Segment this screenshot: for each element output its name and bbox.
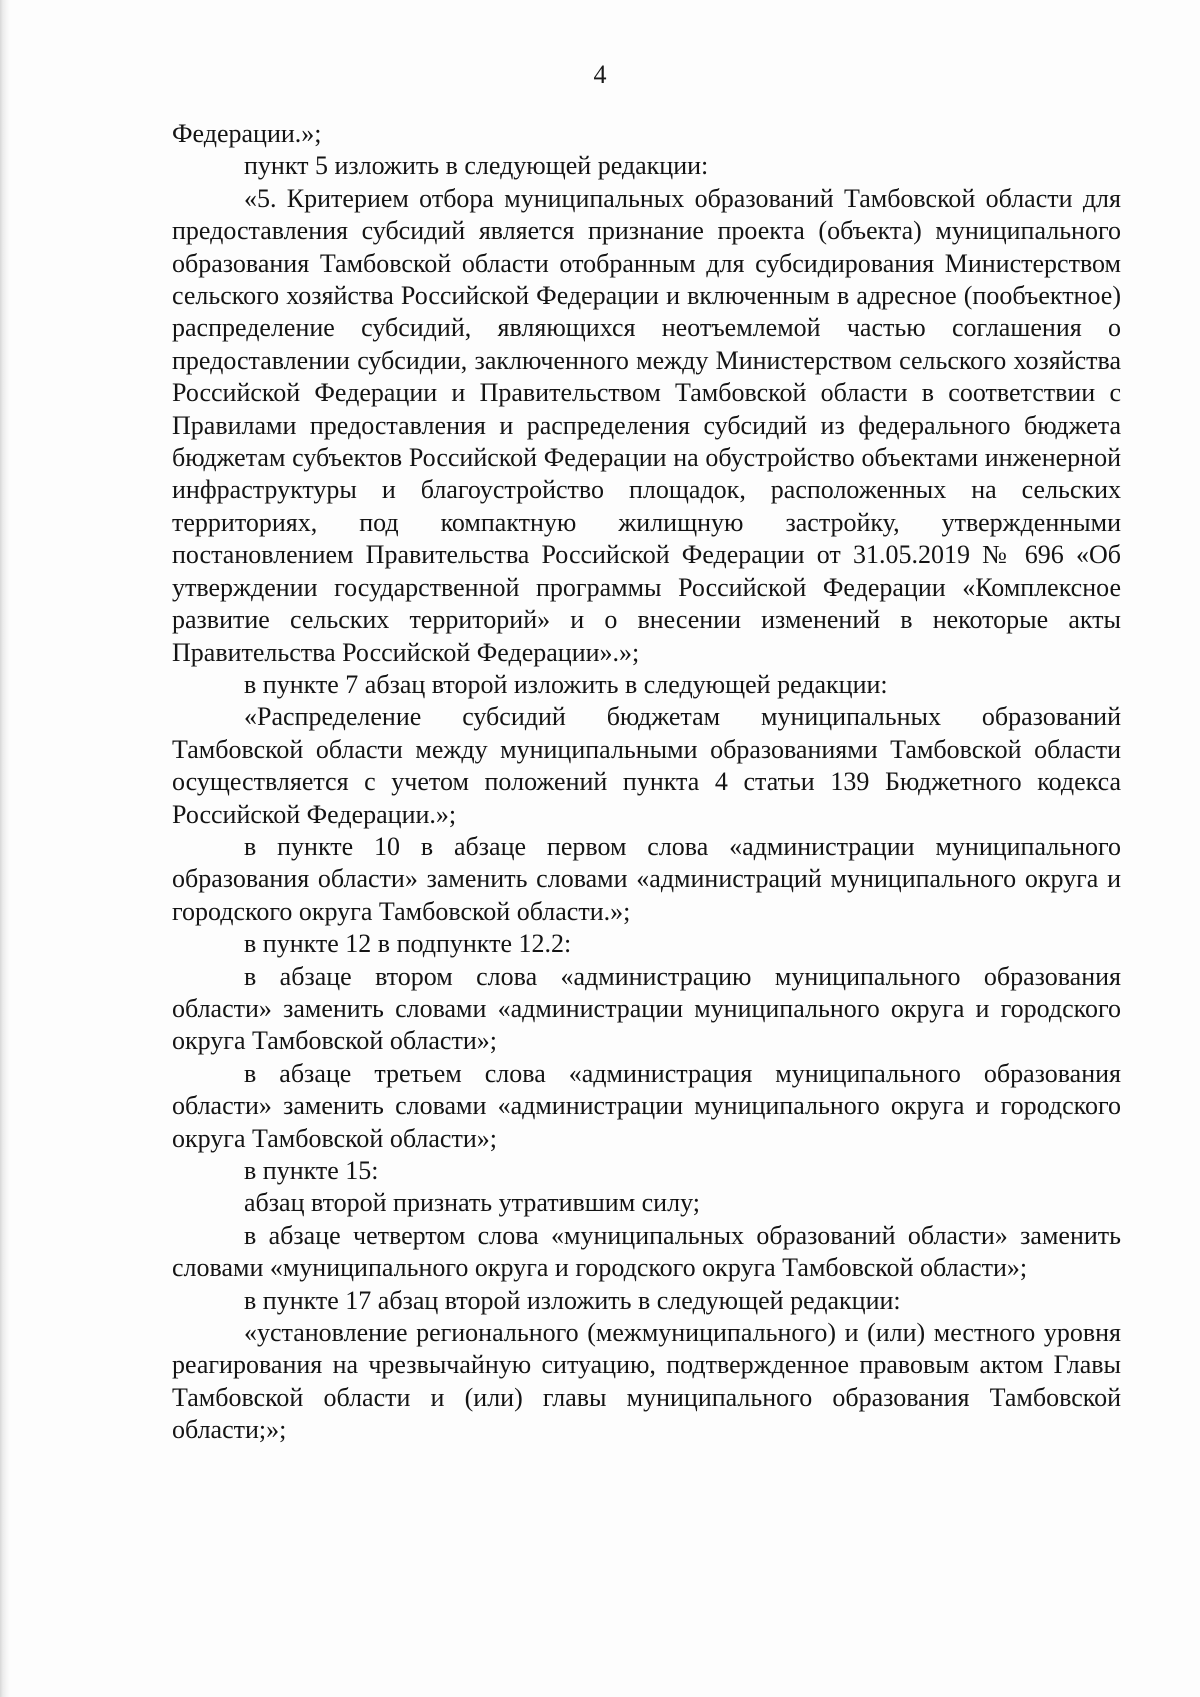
- paragraph-point-7-text: «Распределение субсидий бюджетам муниципальных образований Тамбовской области между муниципальными образованиями Тамбовской области осуществляется с учетом положений пункта 4 статьи 139 Бюджетного кодекса Российской Федерации.»;: [172, 702, 1121, 829]
- paragraph-point-15-second: абзац второй признать утратившим силу;: [244, 1188, 700, 1218]
- paragraph-point-12-intro: в пункте 12 в подпункте 12.2:: [244, 929, 572, 959]
- paragraph-point-5-text: «5. Критерием отбора муниципальных образований Тамбовской области для предоставления субсидий является признание проекта (объекта) муниципального образования Тамбовской области отобранным для субсидирования Министерством сельского хозяйства Российской Федерации и включенным в адресное (пообъектное) распределение субсидий, являющихся неотъемлемой частью соглашения о предоставлении субсидии, заключенного между Министерством сельского хозяйства Российской Федерации и Правительством Тамбовской области в соответствии с Правилами предоставления и распределения субсидий из федерального бюджета бюджетам субъектов Российской Федерации на обустройство объектами инженерной инфраструктуры и благоустройство площадок, расположенных на сельских территориях, под компактную жилищную застройку, утвержденными постановлением Правительства Российской Федерации от 31.05.2019 № 696 «Об утверждении государственной программы Российской Федерации «Комплексное развитие сельских территорий» и о внесении изменений в некоторые акты Правительства Российской Федерации».»;: [172, 183, 1121, 667]
- paragraph-point-10: в пункте 10 в абзаце первом слова «администрации муниципального образования области» заменить словами «администраций муниципального округа и городского округа Тамбовской области.»;: [172, 831, 1121, 926]
- paragraph-point-15-intro: в пункте 15:: [244, 1156, 379, 1185]
- paragraph-point-12-third: в абзаце третьем слова «администрация муниципального образования области» заменить словами «администрации муниципального округа и городского округа Тамбовской области»;: [172, 1058, 1121, 1153]
- paragraph-point-15-fourth: в абзаце четвертом слова «муниципальных образований области» заменить словами «муниципального округа и городского округа Тамбовской области»;: [172, 1220, 1121, 1283]
- paragraph-federation-end: Федерации.»;: [172, 119, 322, 148]
- paragraph-point-12-second: в абзаце втором слова «администрацию муниципального образования области» заменить словами «администрации муниципального округа и городского округа Тамбовской области»;: [172, 961, 1121, 1056]
- document-body: [172, 118, 1121, 1447]
- paragraph-point-17-intro: в пункте 17 абзац второй изложить в следующей редакции:: [244, 1285, 901, 1315]
- scan-edge-shadow: [0, 0, 10, 1697]
- page-number: 4: [593, 60, 607, 89]
- paragraph-point-7-intro: в пункте 7 абзац второй изложить в следующей редакции:: [244, 669, 888, 699]
- paragraph-point-17-text: «установление регионального (межмуниципального) и (или) местного уровня реагирования на чрезвычайную ситуацию, подтвержденное правовым актом Главы Тамбовской области и (или) главы муниципального образования Тамбовской области;»;: [172, 1318, 1121, 1445]
- paragraph-point-5-intro: пункт 5 изложить в следующей редакции:: [244, 151, 709, 181]
